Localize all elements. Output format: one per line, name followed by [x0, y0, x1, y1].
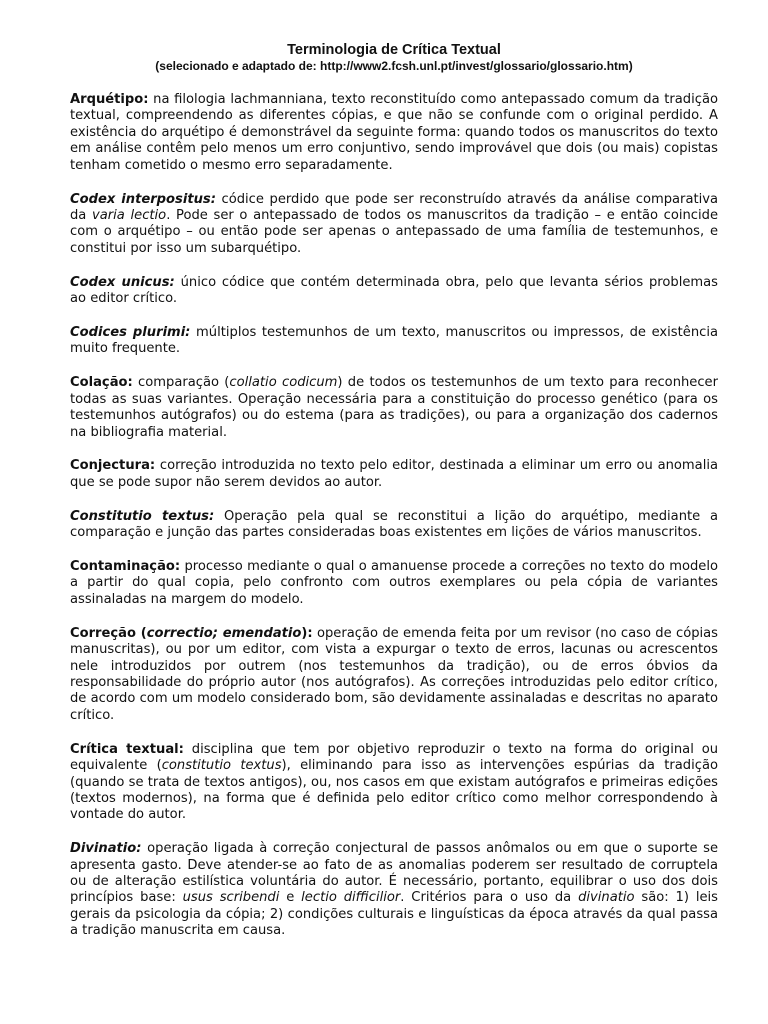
entry-critica-textual	[70, 742, 718, 824]
entry-correcao	[70, 626, 718, 724]
definition-text: e	[279, 890, 302, 906]
definition-text: comparação (	[132, 375, 230, 391]
term: Arquétipo:	[70, 92, 149, 107]
definition-italic: collatio codicum	[229, 375, 338, 391]
entry-contaminacao	[70, 559, 718, 608]
term: Crítica textual:	[70, 741, 184, 757]
definition-text: Operação pela qual se reconstitui a lição do arquétipo, mediante a comparação e junção das partes consideradas boas existentes em lições de vários manuscritos.	[70, 508, 718, 541]
definition-text: ) de todos os testemunhos de um texto para reconhecer todas as suas variantes. Operação necessária para a constituição do processo genético (para os testemunhos autógrafos) ou do estema (para as tradições), ou para a organização dos cadernos na bibliografia material.	[70, 375, 718, 440]
entry-codex-interpositus	[70, 192, 718, 258]
definition-italic: lectio difficilior	[301, 890, 401, 906]
definition-text: ), eliminando para isso as intervenções espúrias da tradição (quando se trata de textos antigos), ou, nos casos em que existam autógrafos e primeiras edições (textos modernos), na forma que é definida pelo editor crítico como melhor correspondendo à vontade do autor.	[70, 758, 718, 823]
definition-text: processo mediante o qual o amanuense procede a correções no texto do modelo a partir do qual copia, pelo confronto com outros exemplares ou pela cópia de variantes assinaladas na margem do modelo.	[70, 559, 718, 607]
definition-text: operação ligada à correção conjectural de passos anômalos ou em que o suporte se apresenta gasto. Deve atender-se ao fato de as anomalias poderem ser resultado de corruptela ou de alteração estilística voluntária do autor. É necessário, portanto, equilibrar o uso dos dois princípios base:	[70, 841, 718, 906]
definition-text: disciplina que tem por objetivo reproduzir o texto na forma do original ou equivalente (	[70, 741, 719, 774]
term: Conjectura:	[70, 458, 156, 474]
definition-text: são: 1) leis gerais da psicologia da cópia; 2) condições culturais e linguísticas da época através da qual passa a tradição manuscrita em causa.	[70, 890, 718, 939]
document-subtitle: (selecionado e adaptado de: http://www2.fcsh.unl.pt/invest/glossario/glossario.htm)	[155, 59, 633, 73]
term-italic: correctio; emendatio	[146, 625, 302, 641]
term: Divinatio:	[70, 841, 142, 857]
definition-italic: usus scribendi	[182, 890, 280, 906]
definition-text: . Critérios para o uso da	[400, 890, 579, 906]
term: Colação:	[70, 375, 133, 391]
term: Codex interpositus:	[70, 191, 216, 207]
entry-codices-plurimi	[70, 325, 718, 358]
definition-text: . Pode ser o antepassado de todos os manuscritos da tradição – e então coincide com o arquétipo – ou então pode ser apenas o antepassado de uma família de testemunhos, e constitui por isso um subarquétipo.	[70, 207, 719, 256]
definition-text: códice perdido que pode ser reconstruído através da análise comparativa da	[70, 191, 719, 223]
entry-divinatio	[70, 841, 718, 939]
term: Codex unicus:	[70, 274, 175, 290]
definition-text: na filologia lachmanniana, texto reconstituído como antepassado comum da tradição textual, compreendendo as diferentes cópias, e que não se confunde com o original perdido. A existência do arquétipo é demonstrável da seguinte forma: quando todos os manuscritos do texto em análise contêm pelo menos um erro conjuntivo, sendo improvável que dois (ou mais) copistas tenham cometido o mesmo erro separadamente.	[70, 92, 718, 173]
entry-codex-unicus	[70, 275, 718, 308]
term: Constitutio textus:	[70, 508, 215, 524]
document-title: Terminologia de Crítica Textual	[287, 42, 501, 58]
term: Codices plurimi:	[70, 324, 191, 340]
definition-text: operação de emenda feita por um revisor (no caso de cópias manuscritas), ou por um editor, com vista a expurgar o texto de erros, lacunas ou acrescentos nele introduzidos por outrem (nos testemunhos da tradição), ou de erros óbvios da responsabilidade do próprio autor (nos autógrafos). As correções introduzidas pelo editor crítico, de acordo com um modelo considerado bom, são devidamente assinaladas e descritas no aparato crítico.	[70, 625, 718, 723]
entry-arquetipo	[70, 92, 718, 174]
definition-text: múltiplos testemunhos de um texto, manuscritos ou impressos, de existência muito frequente.	[70, 324, 718, 357]
term: Correção (	[70, 625, 147, 641]
term: Contaminação:	[70, 559, 181, 575]
definition-text: correção introduzida no texto pelo editor, destinada a eliminar um erro ou anomalia que se pode supor não serem devidos ao autor.	[70, 458, 718, 490]
definition-italic: constitutio textus	[161, 758, 282, 774]
entry-constitutio-textus	[70, 509, 718, 542]
definition-text: único códice que contém determinada obra, pelo que levanta sérios problemas ao editor crítico.	[70, 274, 719, 307]
entry-conjectura	[70, 458, 718, 491]
document-page	[70, 42, 718, 957]
entry-colacao	[70, 375, 718, 441]
definition-italic: divinatio	[578, 890, 635, 906]
term: ):	[301, 625, 313, 641]
definition-italic: varia lectio	[92, 207, 167, 223]
